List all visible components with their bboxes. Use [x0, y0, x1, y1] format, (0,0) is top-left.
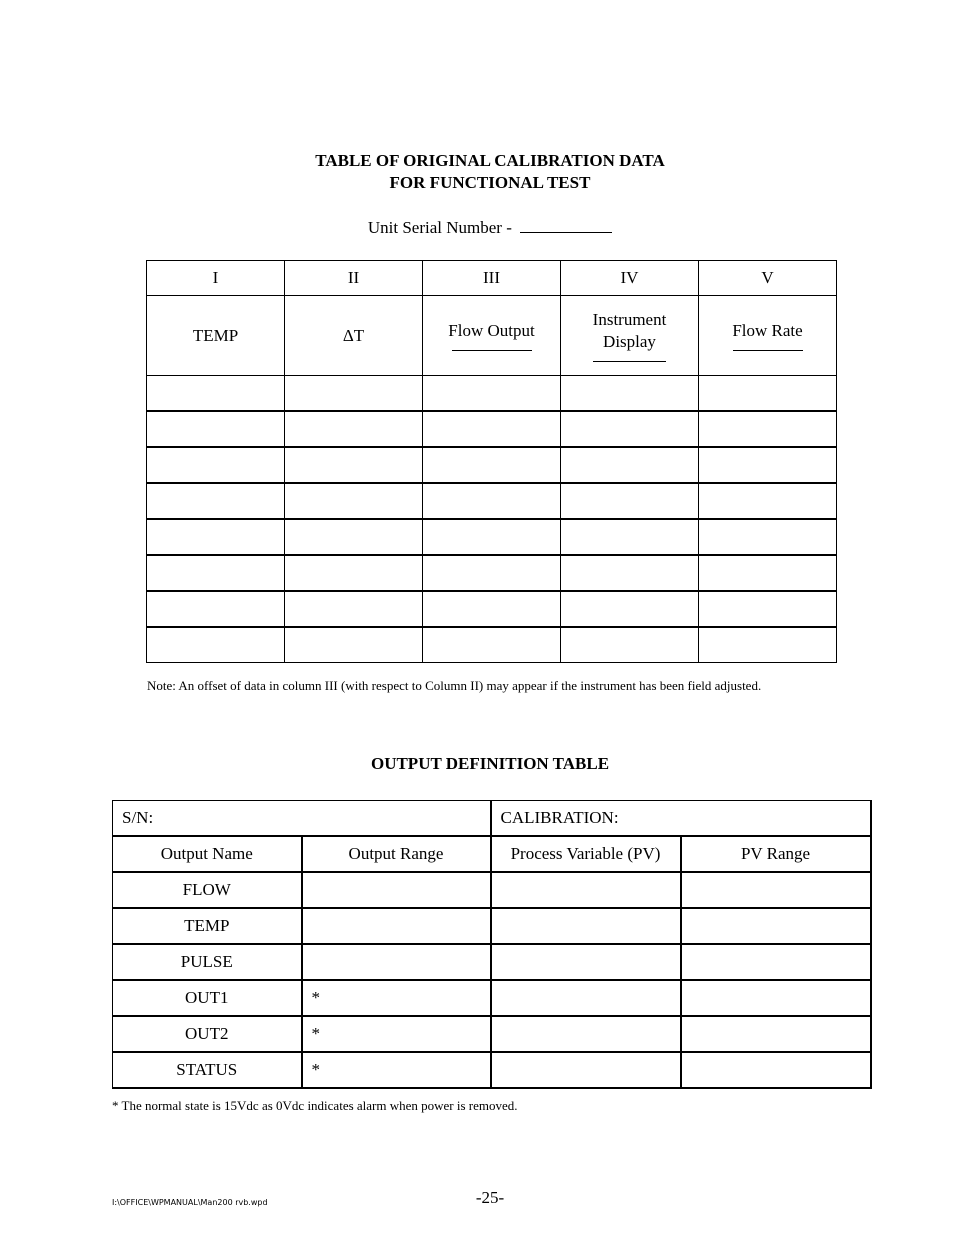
units-blank[interactable]	[593, 361, 666, 362]
table-row	[147, 447, 837, 483]
data-cell[interactable]	[423, 483, 561, 519]
data-cell[interactable]	[285, 447, 423, 483]
footnote: * The normal state is 15Vdc as 0Vdc indicates alarm when power is removed.	[112, 1098, 518, 1113]
data-cell[interactable]	[699, 591, 837, 627]
table-row	[113, 908, 871, 944]
serial-number-blank[interactable]	[520, 216, 612, 233]
header-process-variable: Process Variable (PV)	[491, 836, 681, 872]
data-cell[interactable]	[147, 555, 285, 591]
data-cell[interactable]	[699, 411, 837, 447]
output-range[interactable]: *	[302, 980, 491, 1016]
data-cell[interactable]	[285, 627, 423, 663]
table-row	[147, 376, 837, 412]
table-row	[147, 411, 837, 447]
data-cell[interactable]	[285, 483, 423, 519]
output-name: OUT2	[113, 1016, 302, 1052]
process-variable[interactable]	[491, 1016, 681, 1052]
data-cell[interactable]	[285, 376, 423, 412]
table-row	[113, 1016, 871, 1052]
data-cell[interactable]	[561, 376, 699, 412]
data-cell[interactable]	[561, 591, 699, 627]
page-number: -25-	[475, 1188, 505, 1207]
pv-range[interactable]	[681, 908, 871, 944]
output-range[interactable]: *	[302, 1052, 491, 1088]
serial-number-line	[0, 216, 954, 239]
data-cell[interactable]	[147, 447, 285, 483]
data-cell[interactable]	[423, 627, 561, 663]
column-number: I	[147, 261, 285, 296]
data-cell[interactable]	[561, 483, 699, 519]
data-cell[interactable]	[147, 591, 285, 627]
calibration-label: CALIBRATION:	[500, 808, 619, 827]
serial-number-label: Unit Serial Number -	[367, 218, 512, 237]
output-name: OUT1	[113, 980, 302, 1016]
data-cell[interactable]	[285, 411, 423, 447]
data-cell[interactable]	[147, 483, 285, 519]
output-name: FLOW	[113, 872, 302, 908]
calibration-cell[interactable]	[491, 801, 871, 837]
header-label: Flow Rate	[732, 321, 803, 340]
output-name: TEMP	[113, 908, 302, 944]
data-cell[interactable]	[147, 519, 285, 555]
table-row	[113, 944, 871, 980]
column-header-row	[147, 296, 837, 376]
output-range[interactable]	[302, 944, 491, 980]
data-cell[interactable]	[699, 519, 837, 555]
header-temp	[147, 296, 285, 376]
sn-label: S/N:	[122, 808, 154, 827]
data-cell[interactable]	[699, 447, 837, 483]
data-cell[interactable]	[285, 591, 423, 627]
process-variable[interactable]	[491, 1052, 681, 1088]
table-row	[113, 1052, 871, 1088]
table-row	[113, 872, 871, 908]
pv-range[interactable]	[681, 1052, 871, 1088]
data-cell[interactable]	[699, 483, 837, 519]
data-cell[interactable]	[285, 555, 423, 591]
data-cell[interactable]	[561, 555, 699, 591]
header-flow-rate	[699, 296, 837, 376]
column-number: II	[285, 261, 423, 296]
output-name: STATUS	[113, 1052, 302, 1088]
header-delta-t	[285, 296, 423, 376]
header-instrument-display	[561, 296, 699, 376]
data-cell[interactable]	[699, 555, 837, 591]
table-row	[147, 591, 837, 627]
column-number: V	[699, 261, 837, 296]
header-output-range: Output Range	[302, 836, 491, 872]
header-label: Instrument Display	[592, 310, 667, 351]
output-range[interactable]: *	[302, 1016, 491, 1052]
table-row	[147, 519, 837, 555]
header-flow-output	[423, 296, 561, 376]
output-range[interactable]	[302, 908, 491, 944]
data-cell[interactable]	[423, 447, 561, 483]
data-cell[interactable]	[699, 376, 837, 412]
table-row	[147, 483, 837, 519]
pv-range[interactable]	[681, 944, 871, 980]
calibration-note: Note: An offset of data in column III (with respect to Column II) may appear if the instrument has been field adjusted.	[147, 678, 762, 693]
data-cell[interactable]	[423, 555, 561, 591]
data-cell[interactable]	[147, 627, 285, 663]
process-variable[interactable]	[491, 980, 681, 1016]
process-variable[interactable]	[491, 872, 681, 908]
column-number: IV	[561, 261, 699, 296]
header-label: ΔT	[342, 325, 365, 345]
data-cell[interactable]	[561, 411, 699, 447]
calibration-data-table	[146, 260, 837, 663]
data-cell[interactable]	[561, 627, 699, 663]
serial-calibration-row	[113, 801, 871, 837]
process-variable[interactable]	[491, 944, 681, 980]
sn-cell[interactable]	[113, 801, 491, 837]
table-row	[113, 980, 871, 1016]
data-cell[interactable]	[561, 447, 699, 483]
output-range[interactable]	[302, 872, 491, 908]
units-blank[interactable]	[733, 350, 803, 351]
process-variable[interactable]	[491, 908, 681, 944]
data-cell[interactable]	[423, 591, 561, 627]
data-cell[interactable]	[423, 376, 561, 412]
output-definition-table	[112, 800, 872, 1089]
file-path: I:\OFFICE\WPMANUAL\Man200 rvb.wpd	[112, 1198, 268, 1207]
data-cell[interactable]	[699, 627, 837, 663]
table-row	[147, 555, 837, 591]
column-number-row	[147, 261, 837, 296]
title-line-2: FOR FUNCTIONAL TEST	[389, 173, 591, 192]
data-cell[interactable]	[147, 376, 285, 412]
pv-range[interactable]	[681, 872, 871, 908]
data-cell[interactable]	[423, 519, 561, 555]
header-label: Flow Output	[448, 321, 535, 340]
header-output-name: Output Name	[113, 836, 302, 872]
units-blank[interactable]	[452, 350, 532, 351]
output-table-title: OUTPUT DEFINITION TABLE	[370, 754, 610, 773]
column-number: III	[423, 261, 561, 296]
header-pv-range: PV Range	[681, 836, 871, 872]
data-cell[interactable]	[147, 411, 285, 447]
pv-range[interactable]	[681, 980, 871, 1016]
header-label: TEMP	[192, 325, 239, 345]
output-header-row	[113, 836, 871, 872]
title-line-1: TABLE OF ORIGINAL CALIBRATION DATA	[315, 151, 665, 170]
data-cell[interactable]	[561, 519, 699, 555]
output-name: PULSE	[113, 944, 302, 980]
data-cell[interactable]	[285, 519, 423, 555]
table-row	[147, 627, 837, 663]
pv-range[interactable]	[681, 1016, 871, 1052]
data-cell[interactable]	[423, 411, 561, 447]
